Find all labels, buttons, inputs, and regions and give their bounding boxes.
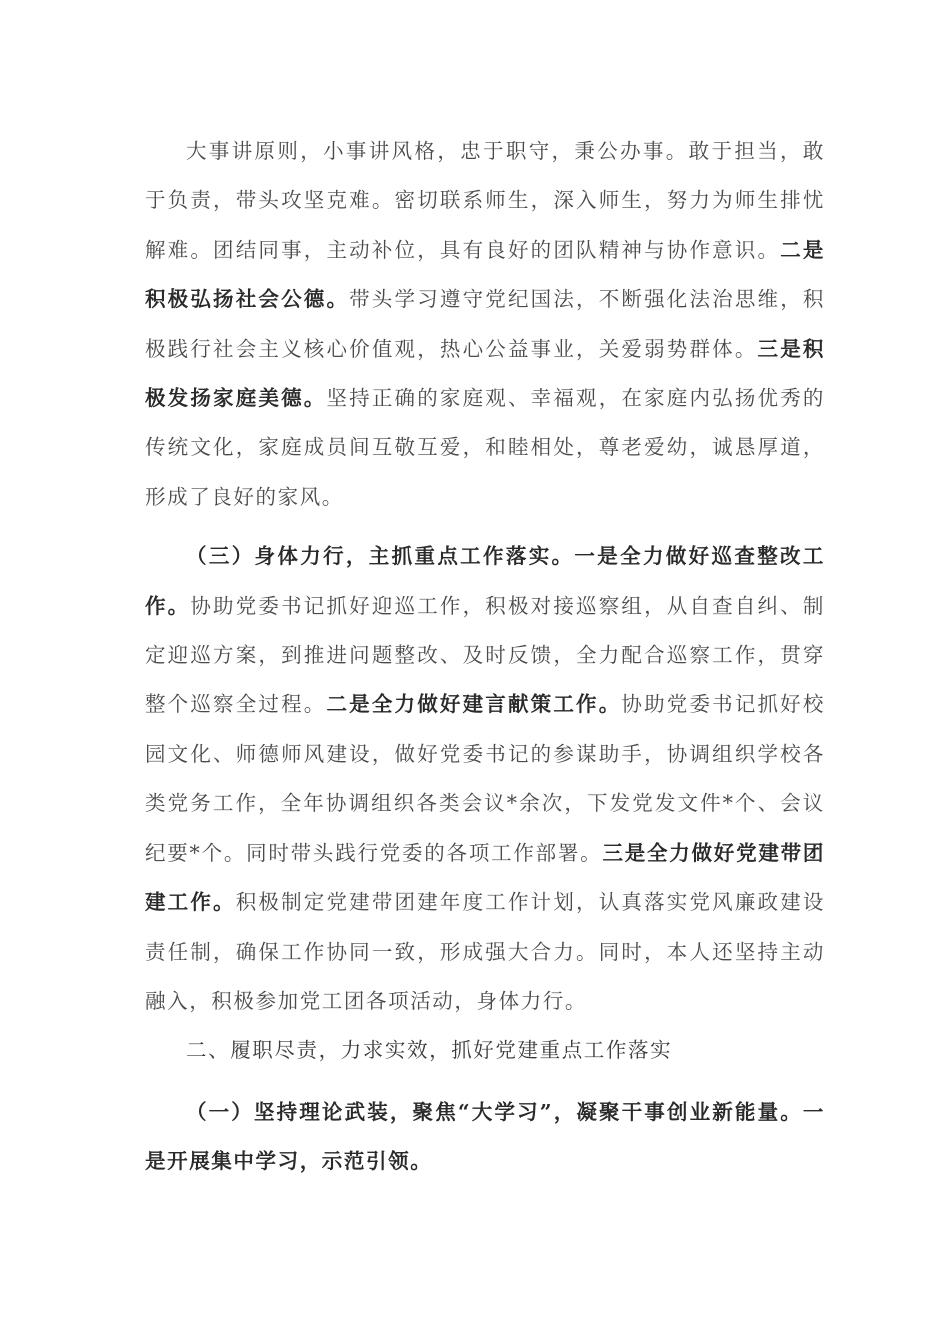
paragraph-key-work [145, 532, 825, 1026]
paragraph-text: 带头学习遵守党纪国法，不断强化法治思维，积极践行社会主义核心价值观，热心公益事业，关爱弱势群体。 [145, 287, 825, 361]
paragraph-virtues [145, 127, 825, 522]
document-page [145, 127, 825, 1187]
subsection-heading-three: （三）身体力行，主抓重点工作落实。一是全力做好巡查整改工作。 [145, 544, 825, 618]
paragraph-text: 坚持正确的家庭观、幸福观，在家庭内弘扬优秀的传统文化，家庭成员间互敬互爱，和睦相处，尊老爱幼，诚恳厚道，形成了良好的家风。 [145, 386, 825, 509]
paragraph-text: 大事讲原则，小事讲风格，忠于职守，秉公办事。敢于担当，敢于负责，带头攻坚克难。密切联系师生，深入师生，努力为师生排忧解难。团结同事，主动补位，具有良好的团队精神与协作意识。 [145, 139, 825, 262]
subsection-heading-one: （一）坚持理论武装，聚焦“大学习”，凝聚干事创业新能量。 [186, 1099, 803, 1124]
bold-lead-social-morality: 二是积极弘扬社会公德。 [145, 237, 825, 312]
bold-lead-family-virtue: 三是积极发扬家庭美德。 [145, 336, 825, 411]
bold-lead-party-youth: 三是全力做好党建带团建工作。 [145, 840, 825, 915]
paragraph-text: 协助党委书记抓好校园文化、师德师风建设，做好党委书记的参谋助手，协调组织学校各类党务工作，全年协调组织各类会议*余次，下发党发文件*个、会议纪要*个。同时带头践行党委的各项工作部署。 [145, 692, 825, 865]
paragraph-text: 积极制定党建带团建年度工作计划，认真落实党风廉政建设责任制，确保工作协同一致，形成强大合力。同时，本人还坚持主动融入，积极参加党工团各项活动，身体力行。 [145, 890, 825, 1013]
bold-lead-advice: 二是全力做好建言献策工作。 [326, 692, 622, 717]
subsection-paragraph [145, 1088, 825, 1187]
subsection-continuation: 一是开展集中学习，示范引领。 [145, 1099, 825, 1174]
section-heading: 二、履职尽责，力求实效，抓好党建重点工作落实 [186, 1038, 673, 1063]
paragraph-text: 协助党委书记抓好迎巡工作，积极对接巡察组，从自查自纠、制定迎巡方案，到推进问题整改、及时反馈，全力配合巡察工作，贯穿整个巡察全过程。 [145, 593, 825, 717]
